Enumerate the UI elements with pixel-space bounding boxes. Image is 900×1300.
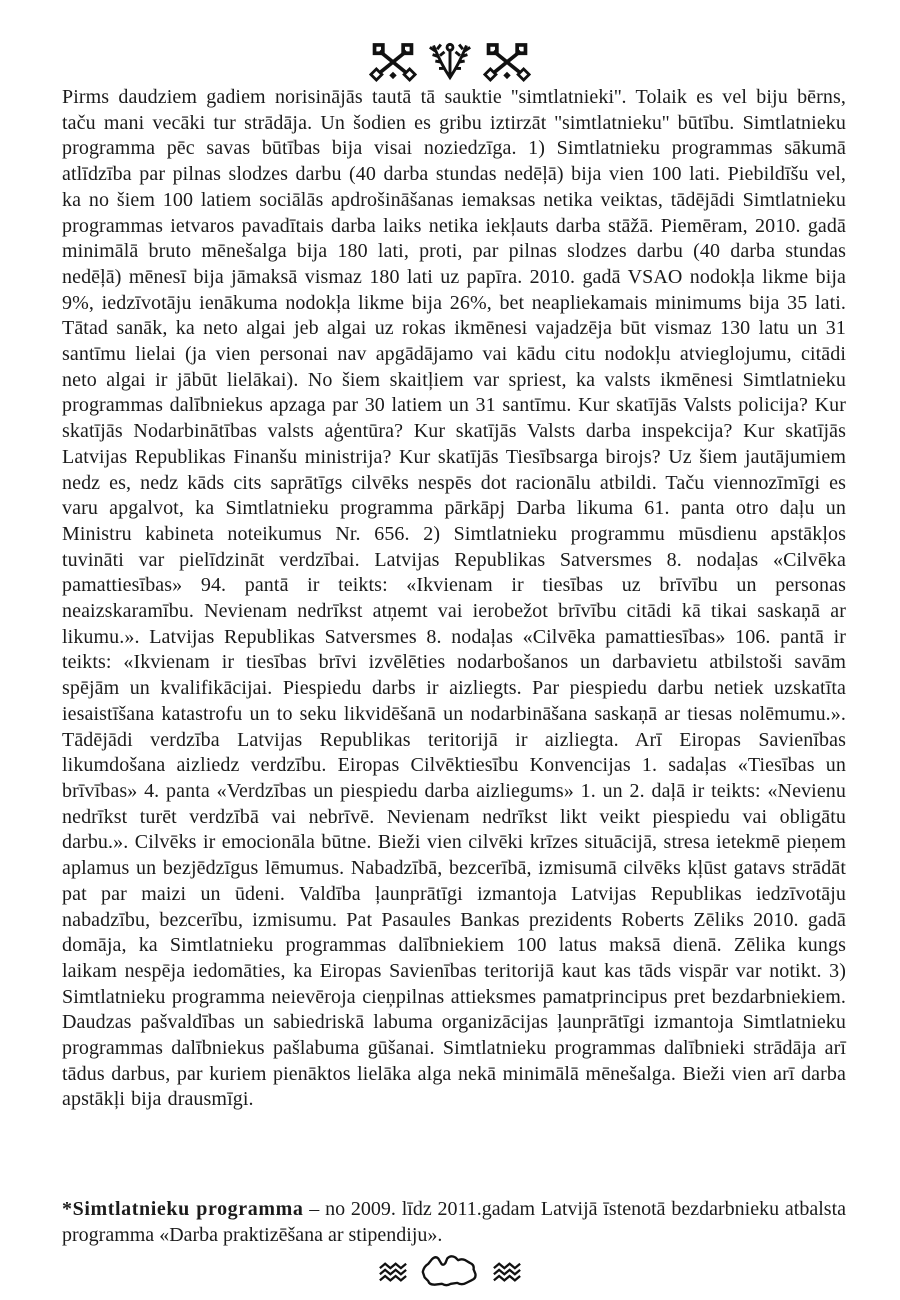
bottom-ornament-row [0, 1252, 900, 1292]
triple-wave-icon [492, 1262, 522, 1283]
crossed-branches-icon [483, 41, 531, 84]
footnote-term: *Simtlatnieku programma [62, 1198, 304, 1220]
fir-branch-heart-icon [426, 40, 474, 84]
top-ornament-row [0, 40, 900, 84]
triple-wave-icon [378, 1262, 408, 1283]
crossed-branches-icon [369, 41, 417, 84]
footnote-text: – no 2009. līdz 2011.gadam Latvijā īstenotā bezdarbnieku atbalsta programma «Darba praktizēšana ar stipendiju». [62, 1198, 846, 1246]
essay-paragraph: Pirms daudziem gadiem norisinājās tautā tā sauktie ''simtlatnieki''. Tolaik es vel biju bērns, taču mani vecāki tur strādāja. Un šodien es gribu iztirzāt ''simtlatnieku'' būtību. Simtlatnieku programma pēc savas būtības bija visai noziedzīga. 1) Simtlatnieku programmas sākumā atlīdzība par pilnas slodzes darbu (40 darba stundas nedēļā) bija vien 100 lati. Piebildīšu vel, ka no šiem 100 latiem sociālās apdrošināšanas iemaksas netika veiktas, tādējādi Simtlatnieku programmas ietvaros pavadītais darba laiks netika iekļauts darba stāžā. Piemēram, 2010. gadā minimālā bruto mēnešalga bija 180 lati, proti, par pilnas slodzes darbu (40 darba stundas nedēļā) mēnesī bija jāmaksā vismaz 180 lati uz papīra. 2010. gadā VSAO nodokļa likme bija 9%, iedzīvotāju ienākuma nodokļa likme bija 26%, bet neapliekamais minimums bija 35 lati. Tātad sanāk, ka neto algai jeb algai uz rokas ikmēnesi vajadzēja būt vismaz 130 latu un 31 santīmu lielai (ja vien personai nav apgādājamo vai kādu citu nodokļu atvieglojumu, citādi neto algai ir jābūt lielākai). No šiem skaitļiem var spriest, ka valsts ikmēnesi Simtlatnieku programmas dalībniekus apzaga par 30 latiem un 31 santīmu. Kur skatījās Valsts policija? Kur skatījās Nodarbinātības valsts aģentūra? Kur skatījās Valsts darba inspekcija? Kur skatījās Latvijas Republikas Finanšu ministrija? Kur skatījās Tiesībsarga birojs? Uz šiem jautājumiem nedz es, nedz kāds cits saprātīgs cilvēks nespēs dot racionālu atbildi. Taču viennozīmīgi es varu apgalvot, ka Simtlatnieku programma pārkāpj Darba likuma 61. panta otro daļu un Ministru kabineta noteikumus Nr. 656. 2) Simtlatnieku programmu mūsdienu apstākļos tuvināti var pielīdzināt verdzībai. Latvijas Republikas Satversmes 8. nodaļas «Cilvēka pamattiesības» 94. pantā ir teikts: «Ikvienam ir tiesības uz brīvību un personas neaizskaramību. Nevienam nedrīkst atņemt vai ierobežot brīvību citādi kā tikai saskaņā ar likumu.». Latvijas Republikas Satversmes 8. nodaļas «Cilvēka pamattiesības» 106. pantā ir teikts: «Ikvienam ir tiesības brīvi izvēlēties nodarbošanos un darbavietu atbilstoši savām spējām un kvalifikācijai. Piespiedu darbs ir aizliegts. Par piespiedu darbu netiek uzskatīta iesaistīšana katastrofu un to seku likvidēšanā un nodarbināšana saskaņā ar tiesas nolēmumu.». Tādējādi verdzība Latvijas Republikas teritorijā ir aizliegta. Arī Eiropas Savienības likumdošana aizliedz verdzību. Eiropas Cilvēktiesību Konvencijas 1. sadaļas «Tiesības un brīvības» 4. panta «Verdzības un piespiedu darba aizliegums» 1. un 2. daļā ir teikts: «Nevienu nedrīkst turēt verdzībā vai nebrīvē. Nevienam nedrīkst likt veikt piespiedu vai obligātu darbu.». Cilvēks ir emocionāla būtne. Bieži vien cilvēki krīzes situācijā, stresa ietekmē pieņem aplamus un bezjēdzīgus lēmumus. Nabadzībā, bezcerībā, izmisumā cilvēks kļūst gatavs strādāt pat par maizi un ūdeni. Valdība ļaunprātīgi izmantoja Latvijas Republikas iedzīvotāju nabadzību, bezcerību, izmisumu. Pat Pasaules Bankas prezidents Roberts Zēliks 2010. gadā domāja, ka Simtlatnieku programmas dalībniekiem 100 latus maksā dienā. Zēlika kungs laikam nespēja iedomāties, ka Eiropas Savienības teritorijā kaut kas tāds vispār var notikt. 3) Simtlatnieku programma neievēroja cieņpilnas attieksmes pamatprincipus pret bezdarbniekiem. Daudzas pašvaldības un sabiedriskā labuma organizācijas ļaunprātīgi izmantoja Simtlatnieku programmas dalībniekus pašlabuma gūšanai. Simtlatnieku programmas dalībnieki strādāja arī tādus darbus, par kuriem pienāktos lielāka alga nekā minimālā mēnešalga. Bieži vien arī darba apstākļi bija drausmīgi. [62, 86, 846, 1111]
latvia-map-icon [421, 1252, 479, 1292]
footnote [62, 1196, 846, 1248]
